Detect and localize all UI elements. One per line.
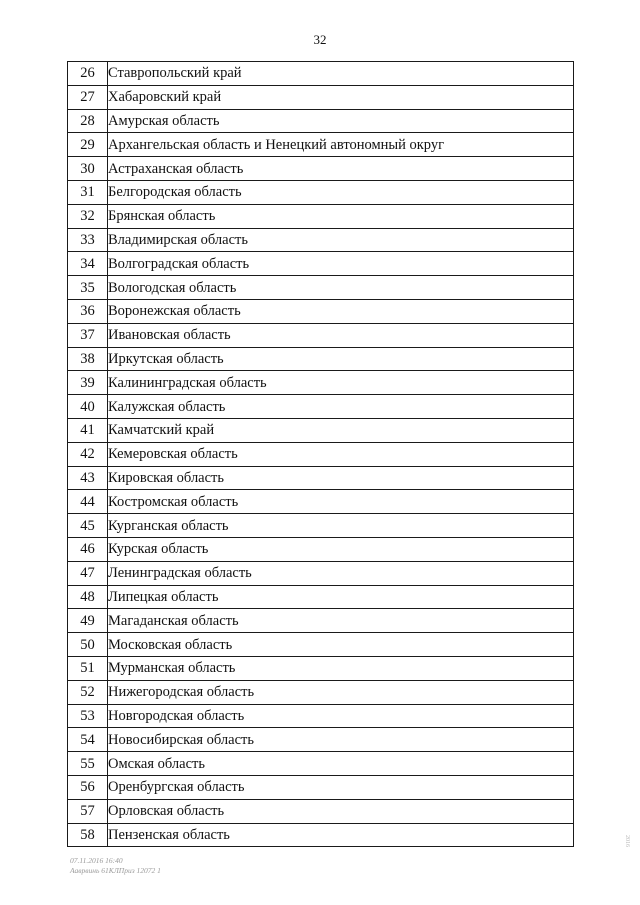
row-number: 48 xyxy=(68,585,108,609)
table-row xyxy=(68,704,574,728)
table-row xyxy=(68,466,574,490)
region-name: Амурская область xyxy=(108,109,574,133)
table-row xyxy=(68,418,574,442)
region-name: Ивановская область xyxy=(108,323,574,347)
table-row xyxy=(68,204,574,228)
regions-table xyxy=(67,61,574,847)
table-row xyxy=(68,633,574,657)
row-number: 51 xyxy=(68,656,108,680)
region-name: Курганская область xyxy=(108,514,574,538)
table-row xyxy=(68,799,574,823)
row-number: 40 xyxy=(68,395,108,419)
table-row xyxy=(68,62,574,86)
table-row xyxy=(68,395,574,419)
row-number: 33 xyxy=(68,228,108,252)
table-row xyxy=(68,323,574,347)
row-number: 34 xyxy=(68,252,108,276)
region-name: Калининградская область xyxy=(108,371,574,395)
row-number: 26 xyxy=(68,62,108,86)
region-name: Пензенская область xyxy=(108,823,574,847)
page-number: 32 xyxy=(313,32,327,47)
row-number: 41 xyxy=(68,418,108,442)
row-number: 42 xyxy=(68,442,108,466)
table-row xyxy=(68,276,574,300)
row-number: 38 xyxy=(68,347,108,371)
row-number: 54 xyxy=(68,728,108,752)
region-name: Астраханская область xyxy=(108,157,574,181)
margin-mark: 2016 xyxy=(624,835,630,847)
table-row xyxy=(68,133,574,157)
region-name: Архангельская область и Ненецкий автономный округ xyxy=(108,133,574,157)
region-name: Камчатский край xyxy=(108,418,574,442)
region-name: Воронежская область xyxy=(108,299,574,323)
region-name: Московская область xyxy=(108,633,574,657)
table-row xyxy=(68,490,574,514)
table-row xyxy=(68,585,574,609)
table-row xyxy=(68,656,574,680)
row-number: 28 xyxy=(68,109,108,133)
row-number: 46 xyxy=(68,537,108,561)
footer-stamp xyxy=(70,856,161,876)
table-row xyxy=(68,85,574,109)
table-row xyxy=(68,299,574,323)
region-name: Волгоградская область xyxy=(108,252,574,276)
row-number: 50 xyxy=(68,633,108,657)
regions-table-body xyxy=(68,62,574,847)
row-number: 37 xyxy=(68,323,108,347)
table-row xyxy=(68,157,574,181)
region-name: Белгородская область xyxy=(108,180,574,204)
region-name: Калужская область xyxy=(108,395,574,419)
region-name: Хабаровский край xyxy=(108,85,574,109)
region-name: Оренбургская область xyxy=(108,775,574,799)
region-name: Брянская область xyxy=(108,204,574,228)
region-name: Курская область xyxy=(108,537,574,561)
row-number: 31 xyxy=(68,180,108,204)
region-name: Нижегородская область xyxy=(108,680,574,704)
row-number: 49 xyxy=(68,609,108,633)
table-row xyxy=(68,537,574,561)
table-row xyxy=(68,347,574,371)
row-number: 44 xyxy=(68,490,108,514)
region-name: Новгородская область xyxy=(108,704,574,728)
row-number: 56 xyxy=(68,775,108,799)
row-number: 43 xyxy=(68,466,108,490)
table-row xyxy=(68,442,574,466)
row-number: 53 xyxy=(68,704,108,728)
row-number: 39 xyxy=(68,371,108,395)
row-number: 52 xyxy=(68,680,108,704)
table-row xyxy=(68,109,574,133)
table-row xyxy=(68,823,574,847)
row-number: 47 xyxy=(68,561,108,585)
table-row xyxy=(68,180,574,204)
region-name: Кировская область xyxy=(108,466,574,490)
region-name: Ставропольский край xyxy=(108,62,574,86)
table-row xyxy=(68,252,574,276)
row-number: 58 xyxy=(68,823,108,847)
footer-stamp-line-1: 07.11.2016 16:40 xyxy=(70,856,123,865)
region-name: Липецкая область xyxy=(108,585,574,609)
table-row xyxy=(68,609,574,633)
region-name: Вологодская область xyxy=(108,276,574,300)
table-row xyxy=(68,561,574,585)
row-number: 57 xyxy=(68,799,108,823)
row-number: 30 xyxy=(68,157,108,181)
table-row xyxy=(68,752,574,776)
table-row xyxy=(68,371,574,395)
region-name: Кемеровская область xyxy=(108,442,574,466)
table-row xyxy=(68,514,574,538)
table-row xyxy=(68,775,574,799)
row-number: 27 xyxy=(68,85,108,109)
region-name: Мурманская область xyxy=(108,656,574,680)
table-row xyxy=(68,680,574,704)
region-name: Орловская область xyxy=(108,799,574,823)
row-number: 36 xyxy=(68,299,108,323)
region-name: Омская область xyxy=(108,752,574,776)
region-name: Владимирская область xyxy=(108,228,574,252)
region-name: Магаданская область xyxy=(108,609,574,633)
row-number: 35 xyxy=(68,276,108,300)
region-name: Ленинградская область xyxy=(108,561,574,585)
table-row xyxy=(68,228,574,252)
row-number: 45 xyxy=(68,514,108,538)
row-number: 32 xyxy=(68,204,108,228)
region-name: Костромская область xyxy=(108,490,574,514)
region-name: Новосибирская область xyxy=(108,728,574,752)
table-row xyxy=(68,728,574,752)
region-name: Иркутская область xyxy=(108,347,574,371)
footer-stamp-line-2: Ааврвинь 61КЛПриз 12072 1 xyxy=(70,866,161,875)
row-number: 55 xyxy=(68,752,108,776)
row-number: 29 xyxy=(68,133,108,157)
